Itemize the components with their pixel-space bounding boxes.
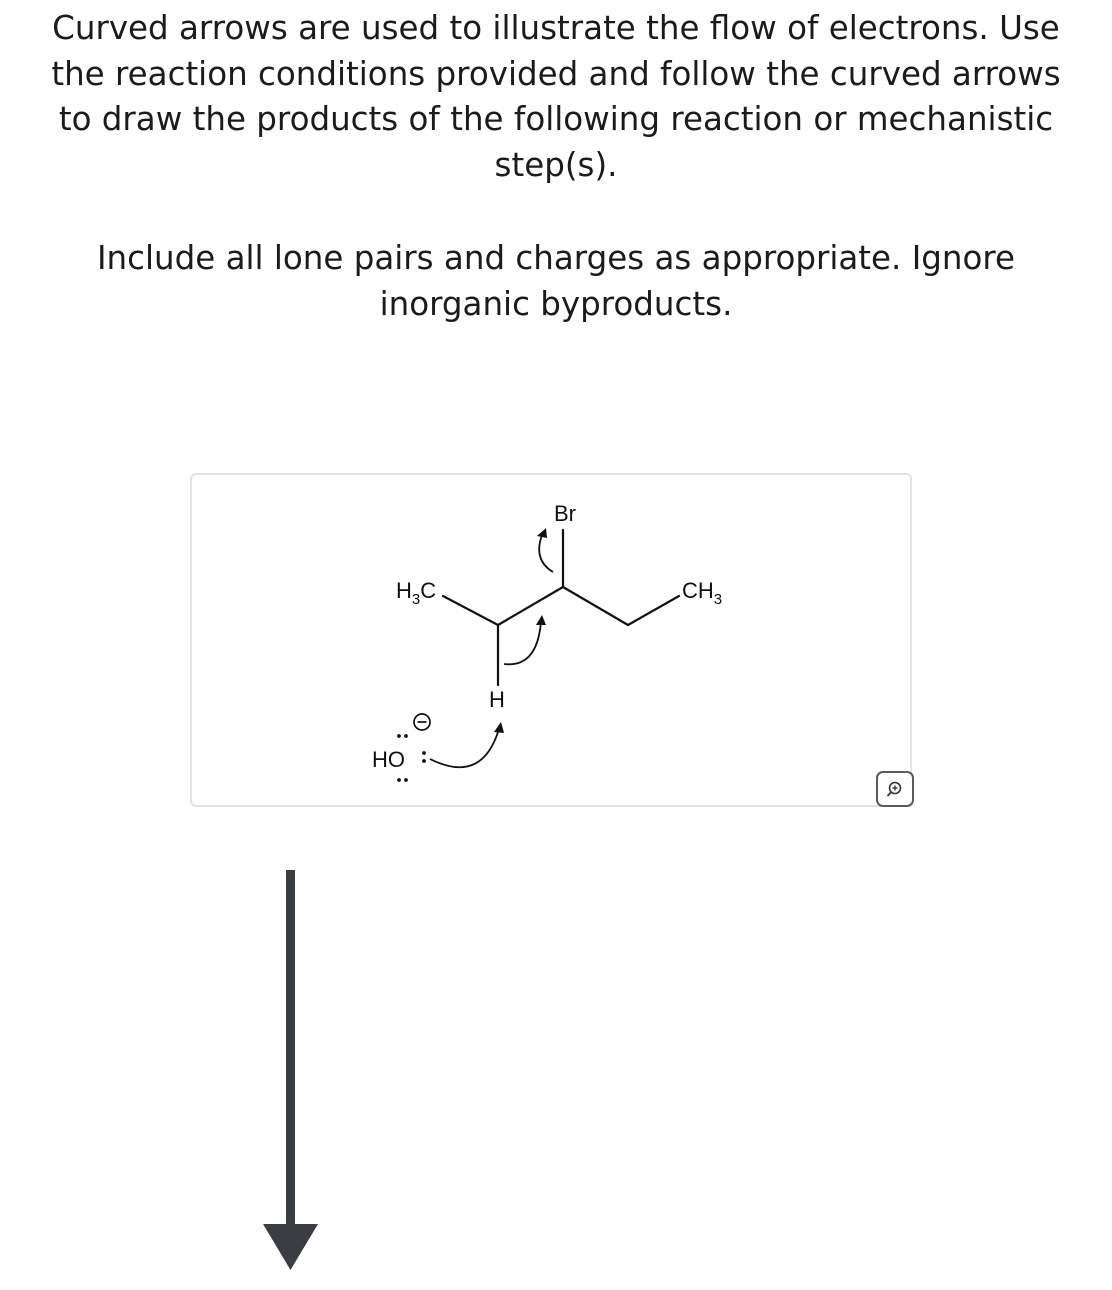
instructions-text: Include all lone pairs and charges as appropriate. Ignore inorganic byproducts. [96, 239, 1016, 323]
zoom-button[interactable] [876, 771, 914, 807]
bond-c1-c2 [443, 596, 498, 625]
bond-c2-c3 [498, 587, 563, 625]
bond-c3-c4 [563, 587, 628, 625]
reaction-canvas[interactable] [190, 473, 912, 807]
arrowhead-2 [536, 615, 546, 625]
curved-arrow-oh-to-h [430, 729, 499, 767]
arrowhead-3 [537, 528, 547, 538]
arrowhead-1 [494, 722, 504, 733]
hydroxide-label: HO [372, 747, 405, 772]
left-methyl-label: $H_3C$ [396, 578, 437, 608]
reaction-mechanism-drawing [192, 475, 914, 809]
hydrogen-label: H [489, 687, 505, 712]
negative-charge-icon [414, 714, 430, 730]
curved-arrow-ch-to-cc [504, 622, 541, 664]
bond-c4-c5 [628, 596, 679, 625]
right-methyl-label: $CH_3$ [682, 578, 723, 608]
curved-arrow-cbr-to-br [539, 535, 553, 572]
down-arrow-icon [262, 870, 320, 1274]
question-text: Curved arrows are used to illustrate the flow of electrons. Use the reaction conditions provided and follow the curved arrows to draw the products of the following reaction or mechanistic step(s). [51, 9, 1061, 184]
bromine-label: Br [554, 501, 576, 526]
zoom-in-icon [886, 780, 904, 798]
